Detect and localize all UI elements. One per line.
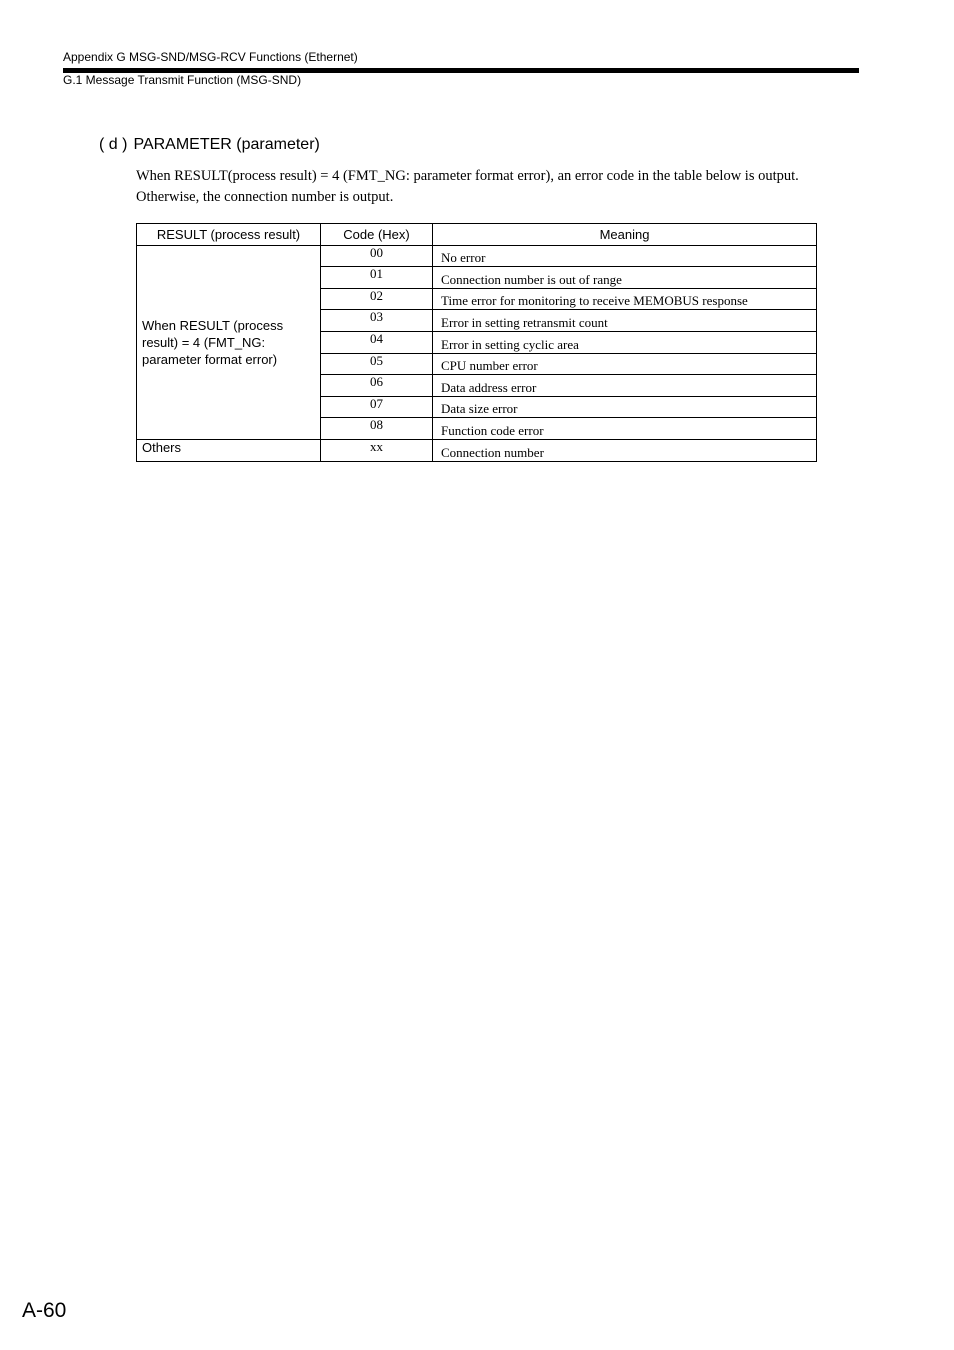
section-heading xyxy=(99,136,320,154)
meaning-cell: Error in setting cyclic area xyxy=(433,331,817,353)
table-row xyxy=(137,245,817,267)
meaning-cell: Connection number xyxy=(433,439,817,461)
meaning-cell: Data address error xyxy=(433,375,817,397)
page-number: A-60 xyxy=(22,1299,67,1322)
meaning-cell: Time error for monitoring to receive MEMOBUS response xyxy=(433,288,817,310)
result-group-others: Others xyxy=(137,439,321,461)
table-row xyxy=(137,439,817,461)
code-cell: 06 xyxy=(321,375,433,397)
result-code-table xyxy=(136,223,817,462)
body-line-1: When RESULT(process result) = 4 (FMT_NG: parameter format error), an error code in the table below is output. xyxy=(136,168,799,184)
meaning-cell: Data size error xyxy=(433,396,817,418)
result-group-fmt-ng: When RESULT (process result) = 4 (FMT_NG: parameter format error) xyxy=(137,245,321,439)
meaning-cell: Function code error xyxy=(433,418,817,440)
code-cell: 03 xyxy=(321,310,433,332)
meaning-cell: Connection number is out of range xyxy=(433,267,817,289)
meaning-cell: CPU number error xyxy=(433,353,817,375)
code-cell: 08 xyxy=(321,418,433,440)
section-marker: ( d ) xyxy=(99,136,128,153)
meaning-cell: No error xyxy=(433,245,817,267)
column-header-result: RESULT (process result) xyxy=(137,224,321,246)
code-cell: xx xyxy=(321,439,433,461)
body-line-2: Otherwise, the connection number is output. xyxy=(136,189,394,205)
column-header-meaning: Meaning xyxy=(433,224,817,246)
meaning-cell: Error in setting retransmit count xyxy=(433,310,817,332)
running-header-chapter: Appendix G MSG-SND/MSG-RCV Functions (Ethernet) xyxy=(63,50,358,64)
table-header-row xyxy=(137,224,817,246)
column-header-code: Code (Hex) xyxy=(321,224,433,246)
running-header-section: G.1 Message Transmit Function (MSG-SND) xyxy=(63,73,302,87)
code-cell: 04 xyxy=(321,331,433,353)
code-cell: 01 xyxy=(321,267,433,289)
body-paragraph xyxy=(136,166,841,208)
code-cell: 07 xyxy=(321,396,433,418)
section-title: PARAMETER (parameter) xyxy=(133,136,320,153)
code-cell: 00 xyxy=(321,245,433,267)
code-cell: 02 xyxy=(321,288,433,310)
code-cell: 05 xyxy=(321,353,433,375)
